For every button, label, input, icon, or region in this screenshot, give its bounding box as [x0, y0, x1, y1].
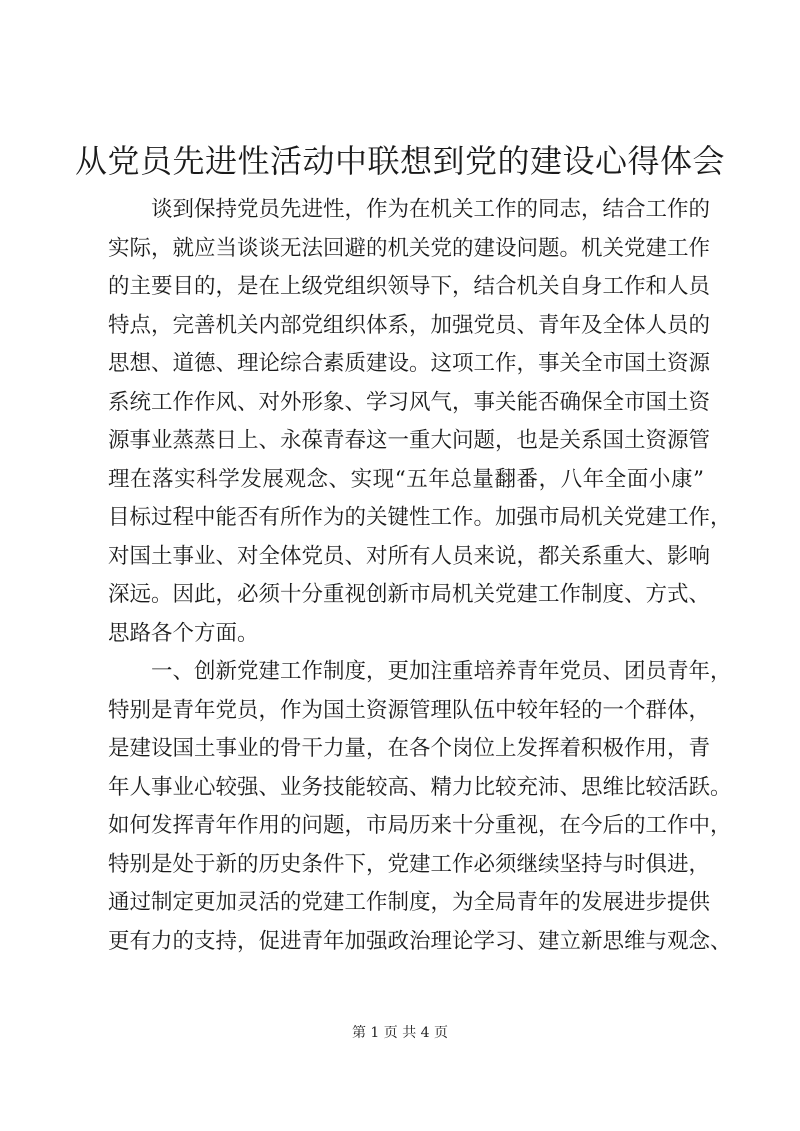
paragraph-line: 思想、道德、理论综合素质建设。这项工作，事关全市国土资源	[108, 351, 711, 376]
paragraph-line: 通过制定更加灵活的党建工作制度，为全局青年的发展进步提供	[108, 890, 711, 915]
paragraph-line: 源事业蒸蒸日上、永葆青春这一重大问题，也是关系国土资源管	[108, 428, 711, 453]
page-number-footer: 第 1 页 共 4 页	[351, 1025, 449, 1041]
paragraph-line: 一、创新党建工作制度，更加注重培养青年党员、团员青年，	[151, 659, 732, 684]
paragraph-line: 的主要目的，是在上级党组织领导下，结合机关自身工作和人员	[108, 274, 711, 299]
paragraph-line: 实际，就应当谈谈无法回避的机关党的建设问题。机关党建工作	[108, 235, 711, 261]
paragraph-line: 更有力的支持，促进青年加强政治理论学习、建立新思维与观念、	[108, 928, 732, 954]
paragraph-line: 理在落实科学发展观念、实现“五年总量翻番，八年全面小康”	[108, 466, 704, 492]
paragraph-line: 谈到保持党员先进性，作为在机关工作的同志，结合工作的	[151, 197, 711, 222]
paragraph-line: 对国土事业、对全体党员、对所有人员来说，都关系重大、影响	[108, 543, 711, 569]
paragraph-1	[108, 191, 732, 653]
paragraph-line: 特别是青年党员，作为国土资源管理队伍中较年轻的一个群体，	[108, 697, 711, 723]
paragraph-line: 年人事业心较强、业务技能较高、精力比较充沛、思维比较活跃。	[108, 774, 732, 800]
paragraph-line: 目标过程中能否有所作为的关键性工作。加强市局机关党建工作，	[108, 505, 732, 530]
paragraph-line: 特别是处于新的历史条件下，党建工作必须继续坚持与时俱进，	[108, 851, 711, 877]
paragraph-line: 如何发挥青年作用的问题，市局历来十分重视，在今后的工作中，	[108, 813, 732, 838]
paragraph-line: 是建设国土事业的骨干力量，在各个岗位上发挥着积极作用，青	[108, 736, 711, 761]
paragraph-2	[108, 653, 732, 961]
paragraph-line: 思路各个方面。	[108, 620, 259, 646]
document-title: 从党员先进性活动中联想到党的建设心得体会	[74, 142, 725, 180]
paragraph-line: 特点，完善机关内部党组织体系，加强党员、青年及全体人员的	[108, 312, 711, 338]
document-body	[108, 191, 732, 961]
paragraph-line: 系统工作作风、对外形象、学习风气，事关能否确保全市国土资	[108, 389, 711, 415]
paragraph-line: 深远。因此，必须十分重视创新市局机关党建工作制度、方式、	[108, 582, 711, 607]
